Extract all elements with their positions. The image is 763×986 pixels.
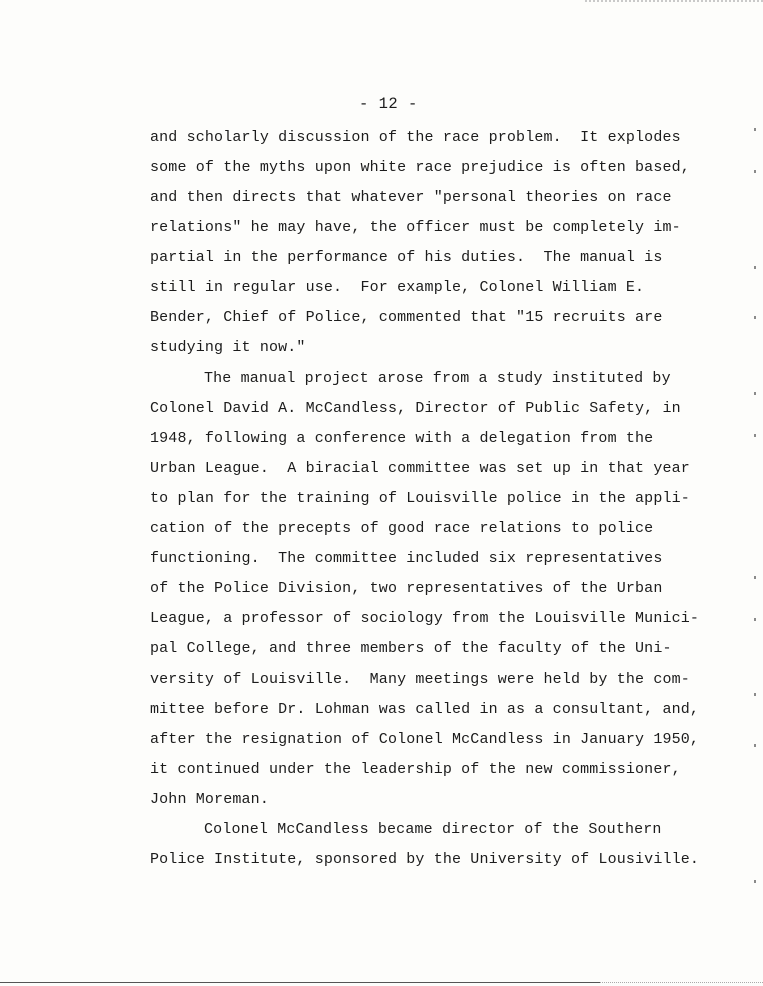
text-line: Bender, Chief of Police, commented that "15 recruits are [150, 309, 663, 326]
text-line: some of the myths upon white race prejudice is often based, [150, 159, 690, 176]
bottom-rule [0, 982, 600, 983]
text-line: cation of the precepts of good race relations to police [150, 520, 654, 537]
bottom-rule-faint [600, 982, 763, 983]
text-line: relations" he may have, the officer must be completely im- [150, 219, 681, 236]
scan-mark [754, 880, 756, 883]
text-line: pal College, and three members of the faculty of the Uni- [150, 640, 672, 657]
scan-mark [754, 392, 756, 395]
top-edge-dots [585, 0, 763, 6]
text-line: Colonel David A. McCandless, Director of Public Safety, in [150, 400, 681, 417]
text-line: after the resignation of Colonel McCandless in January 1950, [150, 731, 700, 748]
text-line: of the Police Division, two representatives of the Urban [150, 580, 663, 597]
text-line: studying it now." [150, 339, 306, 356]
scan-mark [754, 618, 756, 621]
text-line: 1948, following a conference with a delegation from the [150, 430, 654, 447]
text-line: partial in the performance of his duties. The manual is [150, 249, 663, 266]
text-line: functioning. The committee included six representatives [150, 550, 663, 567]
text-line: Police Institute, sponsored by the University of Lousiville. [150, 851, 700, 868]
text-line: it continued under the leadership of the new commissioner, [150, 761, 681, 778]
scan-mark [754, 266, 756, 269]
paragraph-first-line: The manual project arose from a study instituted by [204, 370, 671, 387]
scan-mark [754, 434, 756, 437]
text-line: to plan for the training of Louisville police in the appli- [150, 490, 690, 507]
page-number: - 12 - [359, 95, 418, 113]
scan-mark [754, 576, 756, 579]
text-line: still in regular use. For example, Colonel William E. [150, 279, 645, 296]
text-line: League, a professor of sociology from the Louisville Munici- [150, 610, 700, 627]
scan-mark [754, 316, 756, 319]
text-line: versity of Louisville. Many meetings were held by the com- [150, 671, 690, 688]
text-line: and scholarly discussion of the race problem. It explodes [150, 129, 681, 146]
text-line: Urban League. A biracial committee was set up in that year [150, 460, 690, 477]
text-line: John Moreman. [150, 791, 269, 808]
paragraph-first-line: Colonel McCandless became director of the Southern [204, 821, 662, 838]
scan-mark [754, 170, 756, 173]
scan-mark [754, 744, 756, 747]
scan-mark [754, 693, 756, 696]
text-line: and then directs that whatever "personal theories on race [150, 189, 672, 206]
text-line: mittee before Dr. Lohman was called in as a consultant, and, [150, 701, 700, 718]
scan-mark [754, 128, 756, 131]
